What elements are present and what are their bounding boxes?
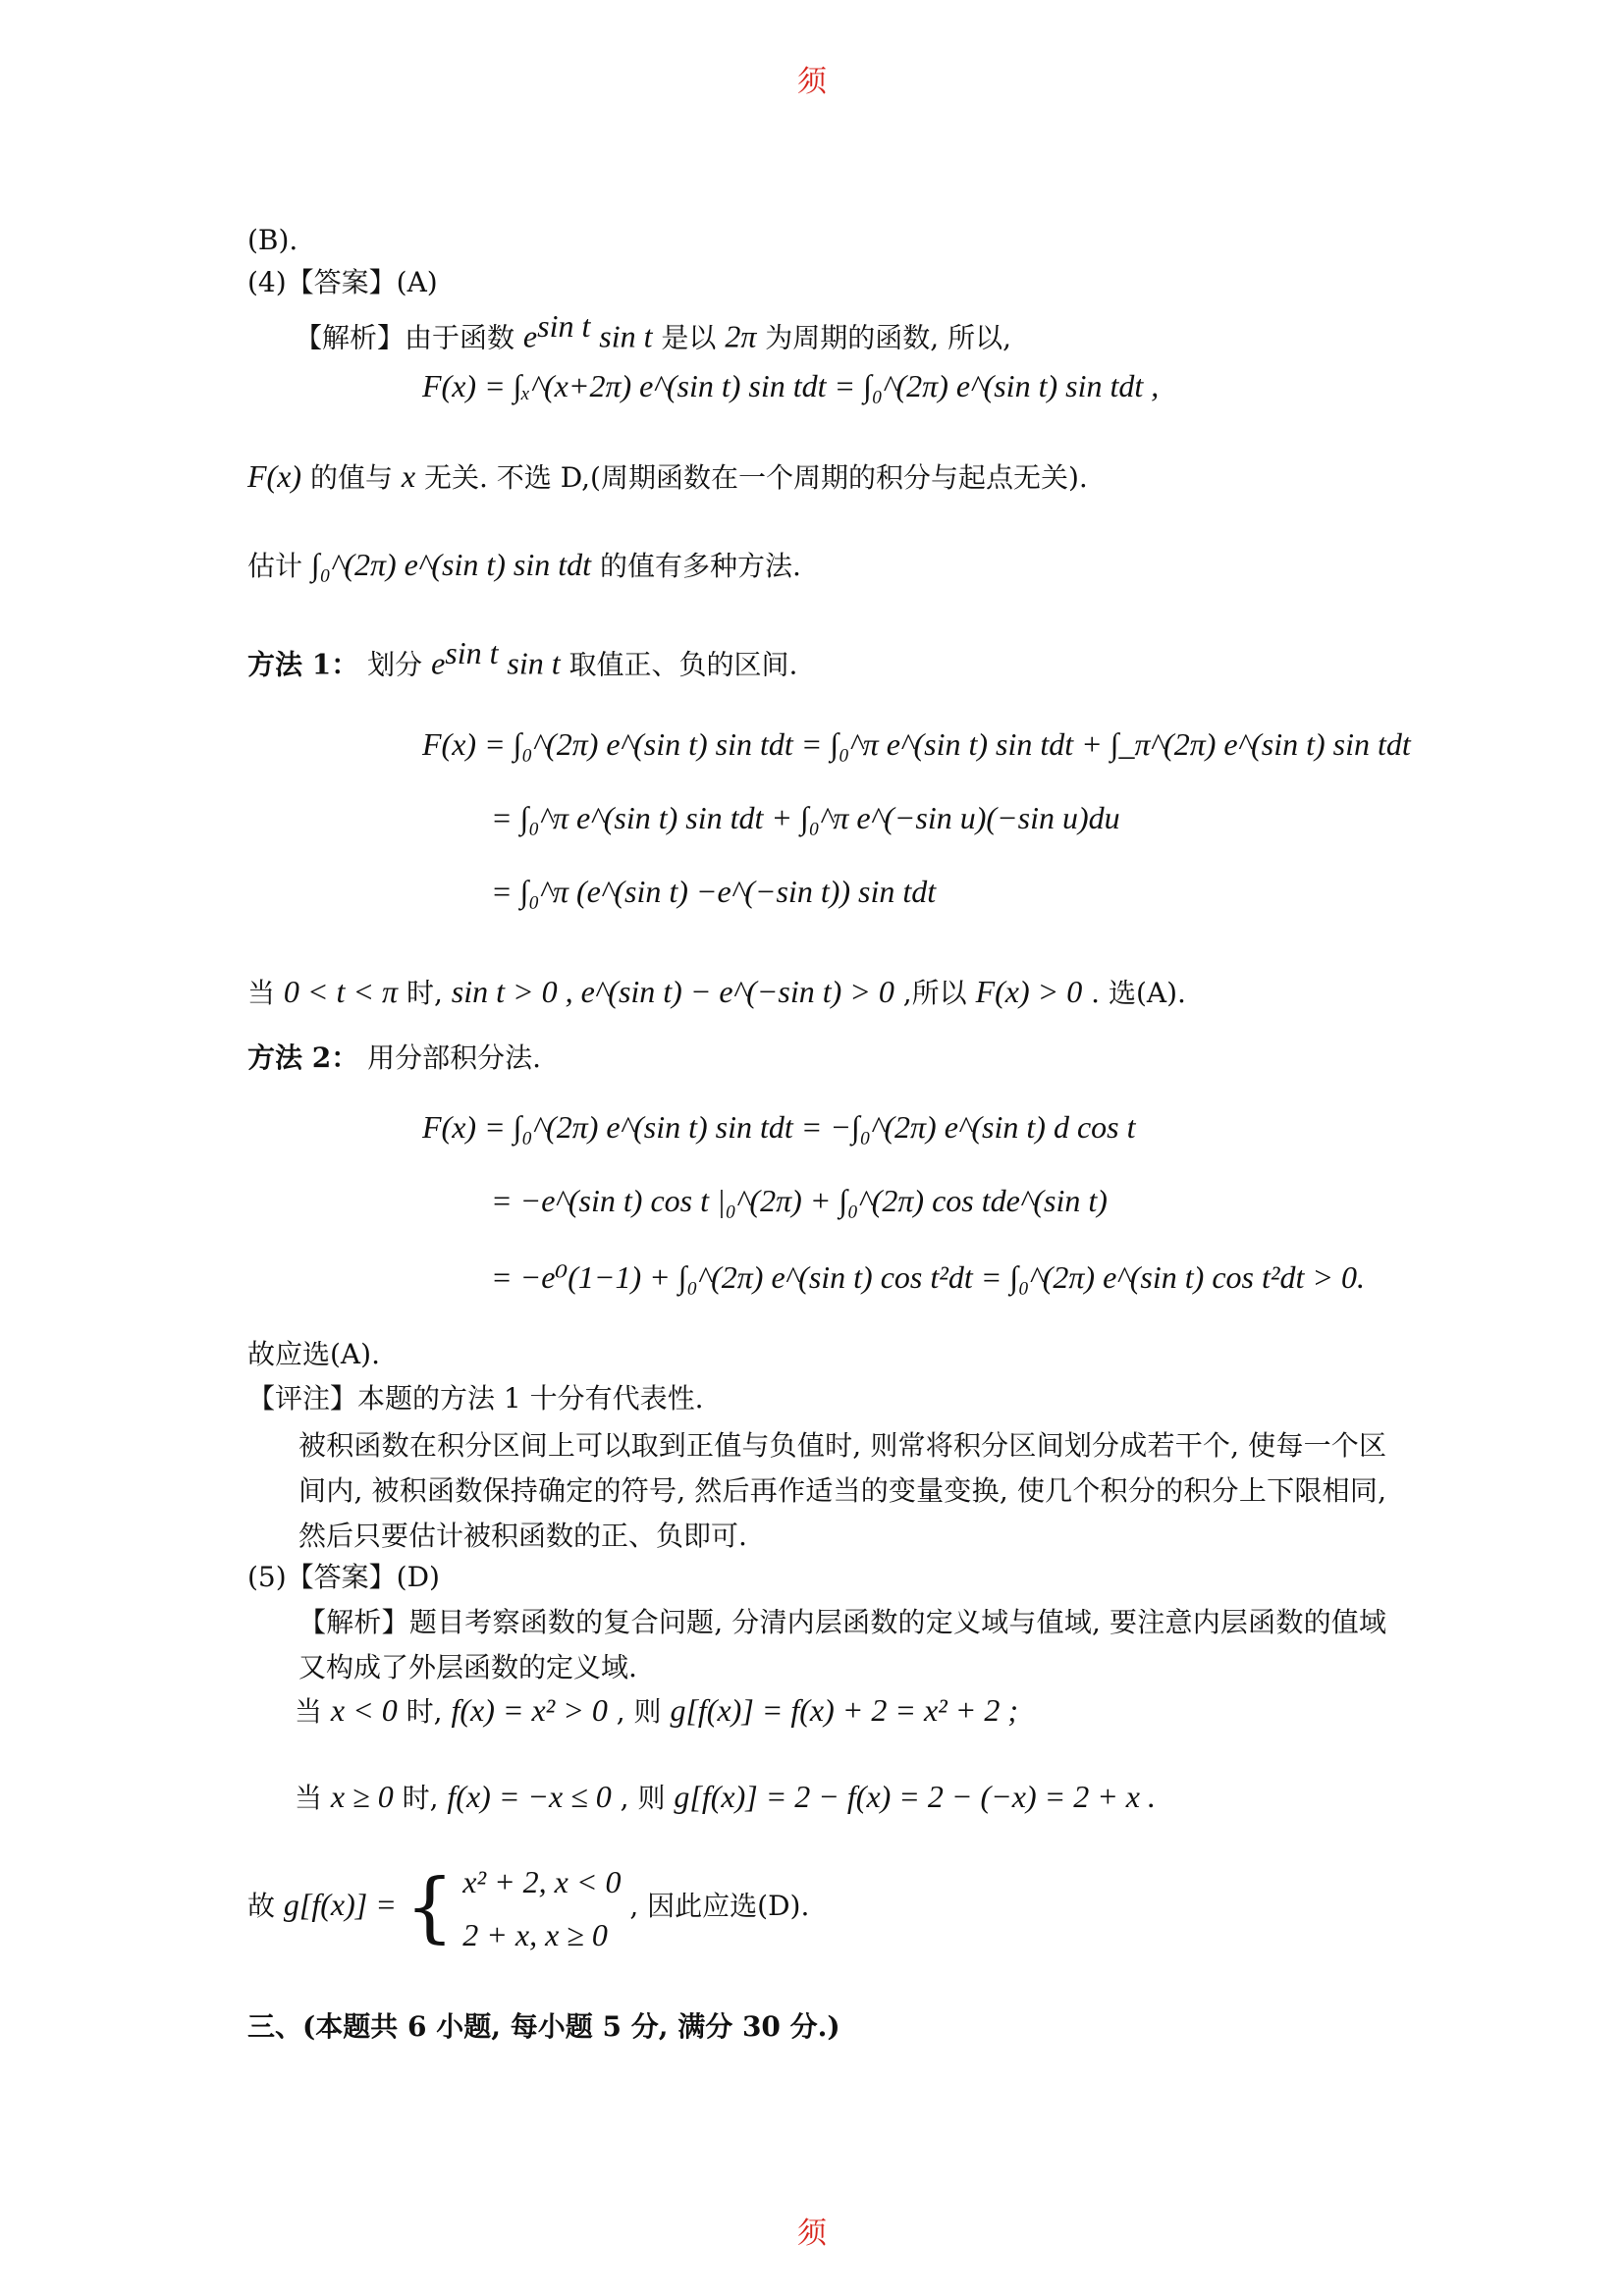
line-choose-a: 故应选(A). (247, 1338, 380, 1370)
footer-mark: 须 (797, 2216, 827, 2251)
math-2pi: 2π (725, 318, 757, 354)
math-c1: x < 0 (330, 1692, 398, 1728)
answer-5: (5)【答案】(D) (247, 1561, 440, 1593)
text: 是以 (661, 321, 717, 354)
math-sint: sin t (507, 645, 561, 681)
math-c1g: g[f(x)] = f(x) + 2 = x² + 2 ; (670, 1692, 1018, 1728)
m2-eq3: = −e⁰(1−1) + ∫₀^(2π) e^(sin t) cos t²dt = ∫₀^(2π) e^(sin t) cos t²dt > 0. (491, 1259, 1365, 1295)
section-3-heading: 三、(本题共 6 小题, 每小题 5 分, 满分 30 分.) (247, 2010, 840, 2043)
math-sup: sin t (445, 635, 499, 670)
text: 估计 (247, 550, 303, 582)
line-b: (B). (247, 224, 298, 256)
text: 用分部积分法. (367, 1041, 542, 1074)
math-cond1: 0 < t < π (283, 974, 399, 1009)
m1-eq3: = ∫₀^π (e^(sin t) −e^(−sin t)) sin tdt (491, 874, 937, 909)
text: . 选(A). (1091, 977, 1186, 1009)
text: 的值有多种方法. (599, 550, 801, 582)
method-2-label: 方法 2： (247, 1041, 359, 1074)
piecewise-line (247, 1850, 809, 1961)
text: , 因此应选(D). (629, 1890, 810, 1922)
math-Fpos: F(x) > 0 (975, 974, 1083, 1009)
left-brace: { (405, 1863, 455, 1952)
math-integral: ∫₀^(2π) e^(sin t) sin tdt (310, 547, 592, 582)
text: 故 (247, 1890, 276, 1922)
text: 时, (406, 977, 443, 1009)
text: 无关. 不选 D,(周期函数在一个周期的积分与起点无关). (424, 461, 1088, 494)
math-c2g: g[f(x)] = 2 − f(x) = 2 − (−x) = 2 + x . (674, 1779, 1156, 1814)
m1-eq1: F(x) = ∫₀^(2π) e^(sin t) sin tdt = ∫₀^π e^(sin t) sin tdt + ∫_π^(2π) e^(sin t) sin tdt (422, 726, 1411, 762)
math-c1f: f(x) = x² > 0 (451, 1692, 608, 1728)
method-2-heading (247, 1039, 541, 1078)
comment-paragraph (247, 1423, 1386, 1559)
comment: 【评注】本题的方法 1 十分有代表性. (247, 1382, 704, 1415)
text: ,所以 (902, 977, 967, 1009)
line-F-independent (247, 456, 1088, 498)
header-mark: 须 (797, 65, 827, 99)
paragraph-text: 被积函数在积分区间上可以取到正值与负值时, 则常将积分区间划分成若干个, 使每一个区间内, 被积函数保持确定的符号, 然后再作适当的变量变换, 使几个积分的积分上下限相同, 然后只要估计被积函数的正、负即可. (298, 1429, 1386, 1552)
method-1-heading (247, 633, 797, 684)
equation-F1: F(x) = ∫ₓ^(x+2π) e^(sin t) sin tdt = ∫₀^(2π) e^(sin t) sin tdt , (422, 368, 1160, 403)
text: 当 (247, 977, 276, 1009)
text: 取值正、负的区间. (568, 648, 798, 681)
math-cond2: sin t > 0 , e^(sin t) − e^(−sin t) > 0 (451, 974, 894, 1009)
text: 当 (295, 1695, 323, 1728)
piecewise-cases (462, 1855, 621, 1961)
math-Fx: F(x) (247, 458, 302, 494)
case-line-2 (295, 1777, 1156, 1818)
analysis-5-paragraph (247, 1600, 1386, 1690)
text: , 则 (616, 1695, 662, 1728)
case-2: 2 + x, x ≥ 0 (462, 1916, 608, 1952)
case-1: x² + 2, x < 0 (462, 1863, 622, 1899)
case-line-1 (295, 1690, 1018, 1732)
math-e: e (431, 645, 446, 681)
method-1-label: 方法 1： (247, 648, 359, 681)
text: 划分 (367, 648, 423, 681)
math-sup: sin t (537, 308, 591, 344)
text: 时, (406, 1695, 443, 1728)
m2-eq2: = −e^(sin t) cos t |₀^(2π) + ∫₀^(2π) cos tde^(sin t) (491, 1183, 1108, 1218)
math-x: x (401, 458, 416, 494)
text: 为周期的函数, 所以, (765, 321, 1011, 354)
line-conclusion-m1 (247, 972, 1186, 1013)
math-g-lhs: g[f(x)] = (283, 1887, 397, 1922)
math-c2f: f(x) = −x ≤ 0 (447, 1779, 612, 1814)
line-estimate (247, 545, 801, 586)
math-sint: sin t (599, 318, 653, 354)
text: 的值与 (309, 461, 393, 494)
m1-eq2: = ∫₀^π e^(sin t) sin tdt + ∫₀^π e^(−sin u)(−sin u)du (491, 800, 1120, 835)
paragraph-text: 【解析】题目考察函数的复合问题, 分清内层函数的定义域与值域, 要注意内层函数的值域又构成了外层函数的定义域. (298, 1606, 1386, 1683)
analysis-4-intro (295, 306, 1011, 357)
text: 当 (295, 1782, 323, 1814)
text: 时, (402, 1782, 439, 1814)
m2-eq1: F(x) = ∫₀^(2π) e^(sin t) sin tdt = −∫₀^(2π) e^(sin t) d cos t (422, 1109, 1136, 1145)
math-c2: x ≥ 0 (330, 1779, 394, 1814)
text: , 则 (620, 1782, 666, 1814)
answer-4: (4)【答案】(A) (247, 266, 438, 298)
text: 【解析】由于函数 (295, 321, 515, 354)
math-e: e (522, 318, 538, 354)
